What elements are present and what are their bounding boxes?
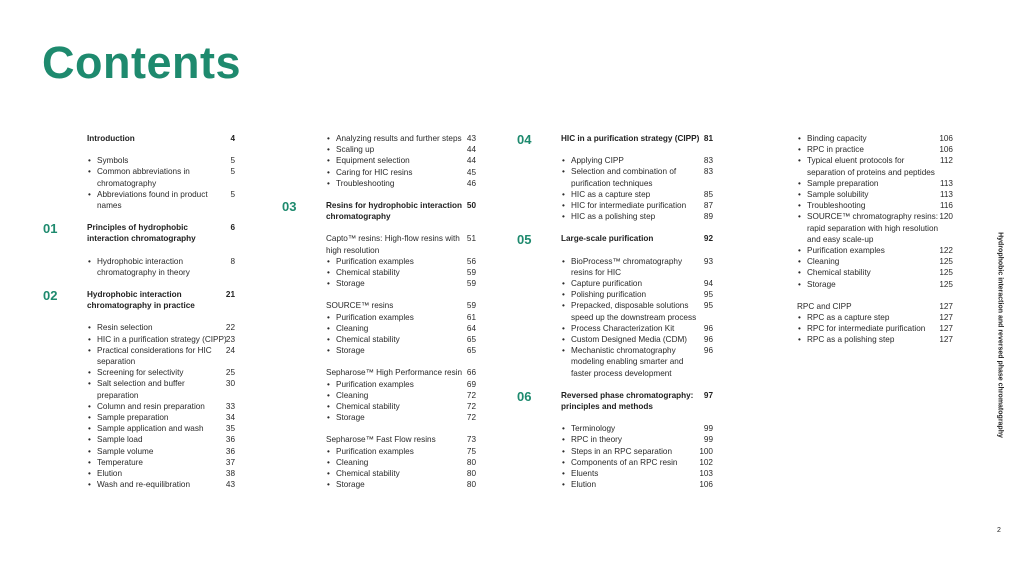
entry-title: Principles of hydrophobic interaction chromatography <box>87 223 196 244</box>
toc-entry[interactable] <box>561 256 713 278</box>
entry-title: • BioProcess™ chromatography resins for HIC <box>561 256 703 278</box>
toc-entry[interactable] <box>87 334 235 345</box>
page-ref: 23 <box>225 334 235 344</box>
toc-entry[interactable] <box>326 390 476 401</box>
entry-title: • Storage <box>326 345 468 356</box>
page-ref: 37 <box>225 457 235 467</box>
toc-section-heading[interactable] <box>517 388 713 412</box>
page-ref: 95 <box>703 290 713 300</box>
page-ref: 106 <box>939 145 953 155</box>
entry-title: • Sample preparation <box>87 412 227 423</box>
page-ref: 127 <box>939 301 953 311</box>
section-number: 05 <box>517 232 532 248</box>
toc-section-heading[interactable] <box>517 132 713 147</box>
toc-entry[interactable] <box>326 412 476 423</box>
entry-title: • Abbreviations found in product names <box>87 189 227 211</box>
entry-title: • Chemical stability <box>326 401 468 412</box>
toc-entry[interactable] <box>326 457 476 468</box>
page-ref: 93 <box>703 256 713 266</box>
toc-section-heading[interactable] <box>43 221 235 244</box>
toc-entry[interactable] <box>87 423 235 434</box>
spacer <box>326 356 468 367</box>
toc-entry[interactable] <box>561 211 713 222</box>
toc-column-1 <box>43 133 235 490</box>
toc-entry[interactable] <box>561 479 713 490</box>
entry-title: • Elution <box>87 468 227 479</box>
toc-entry[interactable] <box>561 423 713 434</box>
entry-title: • RPC in theory <box>561 434 703 445</box>
page-ref: 80 <box>466 469 476 479</box>
toc-entry[interactable] <box>561 200 713 211</box>
page-ref: 65 <box>466 346 476 356</box>
entry-title: • Binding capacity <box>797 133 943 144</box>
toc-entry[interactable] <box>326 468 476 479</box>
toc-entry[interactable] <box>326 155 476 166</box>
page-ref: 6 <box>230 223 235 233</box>
toc-entry[interactable] <box>87 412 235 423</box>
entry-title: • Screening for selectivity <box>87 367 227 378</box>
page-ref: 72 <box>466 402 476 412</box>
toc-entry[interactable] <box>87 457 235 468</box>
section-number: 03 <box>282 199 297 215</box>
entry-title: RPC and CIPP <box>797 301 852 311</box>
entry-title: • Purification examples <box>797 245 943 256</box>
entry-title: • RPC as a polishing step <box>797 334 943 345</box>
toc-entry[interactable] <box>561 189 713 200</box>
toc-entry[interactable] <box>797 189 953 200</box>
toc-entry[interactable] <box>561 289 713 300</box>
entry-title: • Purification examples <box>326 256 468 267</box>
entry-title: • RPC for intermediate purification <box>797 323 943 334</box>
entry-title: Resins for hydrophobic interaction chromatography <box>326 201 463 222</box>
page-ref: 5 <box>230 156 235 166</box>
spacer <box>561 412 703 423</box>
entry-title: • Hydrophobic interaction chromatography in theory <box>87 256 227 278</box>
toc-column-2 <box>282 133 476 490</box>
page-ref: 59 <box>466 279 476 289</box>
entry-title: • Storage <box>326 479 468 490</box>
toc-entry[interactable] <box>561 334 713 345</box>
toc-entry[interactable] <box>326 144 476 155</box>
page-ref: 34 <box>225 413 235 423</box>
entry-title: • Polishing purification <box>561 289 703 300</box>
toc-entry[interactable] <box>326 323 476 334</box>
entry-title: • Custom Designed Media (CDM) <box>561 334 703 345</box>
entry-title: • Storage <box>797 279 943 290</box>
page-ref: 33 <box>225 401 235 411</box>
section-number: 04 <box>517 132 532 147</box>
entry-title: • Applying CIPP <box>561 155 703 166</box>
page-ref: 112 <box>939 156 953 166</box>
spacer <box>87 311 227 322</box>
entry-title: • Analyzing results and further steps <box>326 133 468 144</box>
page-ref: 44 <box>466 145 476 155</box>
page-ref: 61 <box>466 312 476 322</box>
page-ref: 59 <box>466 268 476 278</box>
page-ref: 72 <box>466 413 476 423</box>
entry-title: • Cleaning <box>326 323 468 334</box>
toc-entry[interactable] <box>326 233 476 255</box>
toc-entry[interactable] <box>797 200 953 211</box>
entry-title: • Cleaning <box>797 256 943 267</box>
toc-column-3 <box>517 132 713 490</box>
entry-title: • Sample solubility <box>797 189 943 200</box>
toc-entry[interactable] <box>87 446 235 457</box>
entry-title: • Eluents <box>561 468 703 479</box>
page-ref: 96 <box>703 335 713 345</box>
entry-title: • Troubleshooting <box>797 200 943 211</box>
entry-title: • Steps in an RPC separation <box>561 446 703 457</box>
page-ref: 5 <box>230 189 235 199</box>
page-ref: 95 <box>703 301 713 311</box>
toc-entry[interactable] <box>797 301 953 312</box>
toc-column-4 <box>797 133 953 346</box>
page-number: 2 <box>997 527 1001 534</box>
page-ref: 8 <box>230 256 235 266</box>
entry-title: • Storage <box>326 412 468 423</box>
page-ref: 36 <box>225 446 235 456</box>
toc-entry[interactable] <box>326 167 476 178</box>
toc-entry[interactable] <box>797 178 953 189</box>
page-ref: 96 <box>703 323 713 333</box>
toc-entry[interactable] <box>326 300 476 311</box>
spacer <box>326 289 468 300</box>
page-ref: 83 <box>703 156 713 166</box>
spacer <box>326 189 468 200</box>
toc-entry[interactable] <box>561 166 713 188</box>
entry-title: • Mechanistic chromatography modeling enabling smarter and faster process development <box>561 345 703 379</box>
toc-entry[interactable] <box>87 322 235 333</box>
toc-entry[interactable] <box>797 279 953 290</box>
entry-title: • RPC in practice <box>797 144 943 155</box>
toc-entry[interactable] <box>797 267 953 278</box>
entry-title: • HIC as a polishing step <box>561 211 703 222</box>
entry-title: • Chemical stability <box>797 267 943 278</box>
page-ref: 103 <box>699 469 713 479</box>
toc-entry[interactable] <box>561 155 713 166</box>
page-ref: 5 <box>230 167 235 177</box>
page-ref: 113 <box>939 178 953 188</box>
page-ref: 21 <box>225 290 235 300</box>
page-ref: 56 <box>466 256 476 266</box>
toc-entry[interactable] <box>797 211 953 245</box>
entry-title: • Caring for HIC resins <box>326 167 468 178</box>
toc-entry[interactable] <box>326 479 476 490</box>
page-ref: 25 <box>225 368 235 378</box>
toc-entry[interactable] <box>561 300 713 322</box>
entry-title: • Troubleshooting <box>326 178 468 189</box>
toc-entry[interactable] <box>326 434 476 445</box>
entry-title: • Sample application and wash <box>87 423 227 434</box>
toc-entry[interactable] <box>326 401 476 412</box>
toc-entry[interactable] <box>797 133 953 144</box>
page-ref: 99 <box>703 424 713 434</box>
page-ref: 45 <box>466 167 476 177</box>
toc-entry[interactable] <box>797 245 953 256</box>
toc-entry[interactable] <box>797 334 953 345</box>
spacer <box>561 245 703 256</box>
page-ref: 64 <box>466 323 476 333</box>
spacer <box>87 211 227 222</box>
page-ref: 127 <box>939 335 953 345</box>
spacer <box>87 245 227 256</box>
spacer <box>87 278 227 289</box>
entry-title: • Prepacked, disposable solutions speed up the downstream process <box>561 300 703 322</box>
toc-section-heading[interactable] <box>282 199 476 222</box>
entry-title: • Practical considerations for HIC separation <box>87 345 227 367</box>
page-ref: 51 <box>466 234 476 244</box>
entry-title: • Wash and re-equilibration <box>87 479 227 490</box>
entry-title: • Purification examples <box>326 379 468 390</box>
toc-entry[interactable] <box>797 155 953 177</box>
page-ref: 102 <box>699 457 713 467</box>
toc-entry[interactable] <box>87 401 235 412</box>
page-ref: 120 <box>939 212 953 222</box>
entry-title: • Common abbreviations in chromatography <box>87 166 227 188</box>
entry-title: • Scaling up <box>326 144 468 155</box>
page-ref: 4 <box>230 134 235 143</box>
page-ref: 50 <box>466 201 476 211</box>
page-ref: 116 <box>939 201 953 211</box>
entry-title: • Chemical stability <box>326 468 468 479</box>
toc-entry[interactable] <box>87 468 235 479</box>
toc-entry[interactable] <box>797 144 953 155</box>
page-ref: 30 <box>225 379 235 389</box>
toc-entry[interactable] <box>326 278 476 289</box>
toc-entry[interactable] <box>797 256 953 267</box>
toc-entry[interactable] <box>87 345 235 367</box>
entry-title: • Chemical stability <box>326 267 468 278</box>
entry-title: • HIC as a capture step <box>561 189 703 200</box>
page-ref: 22 <box>225 323 235 333</box>
page-ref: 92 <box>703 234 713 244</box>
page-ref: 97 <box>703 390 713 400</box>
page-ref: 125 <box>939 279 953 289</box>
page-ref: 127 <box>939 324 953 334</box>
toc-entry[interactable] <box>326 312 476 323</box>
entry-title: • Typical eluent protocols for separation of proteins and peptides <box>797 155 943 177</box>
spacer <box>326 423 468 434</box>
toc-entry[interactable] <box>87 479 235 490</box>
entry-title: Large-scale purification <box>561 234 654 244</box>
page-ref: 43 <box>466 134 476 143</box>
toc-entry[interactable] <box>87 155 235 166</box>
page-ref: 80 <box>466 457 476 467</box>
entry-title: HIC in a purification strategy (CIPP) <box>561 134 700 143</box>
entry-title: Sepharose™ High Performance resin <box>326 368 463 378</box>
entry-title: Reversed phase chromatography: principles and methods <box>561 390 694 412</box>
page-title: Contents <box>42 37 241 88</box>
toc-entry[interactable] <box>797 312 953 323</box>
toc-section-heading[interactable] <box>87 133 235 144</box>
page-ref: 46 <box>466 178 476 188</box>
entry-title: Sepharose™ Fast Flow resins <box>326 435 436 445</box>
page-ref: 113 <box>939 190 953 200</box>
entry-title: Capto™ resins: High-flow resins with high resolution <box>326 234 460 255</box>
section-number: 02 <box>43 288 58 304</box>
toc-entry[interactable] <box>561 434 713 445</box>
toc-section-heading[interactable] <box>517 232 713 248</box>
page-ref: 69 <box>466 379 476 389</box>
page-ref: 38 <box>225 469 235 479</box>
page-ref: 125 <box>939 268 953 278</box>
entry-title: • Symbols <box>87 155 227 166</box>
entry-title: • SOURCE™ chromatography resins: rapid separation with high resolution and easy scale-up <box>797 211 943 245</box>
entry-title: • Column and resin preparation <box>87 401 227 412</box>
page-ref: 106 <box>939 134 953 143</box>
entry-title: SOURCE™ resins <box>326 301 394 311</box>
entry-title: • Elution <box>561 479 703 490</box>
entry-title: • Sample load <box>87 434 227 445</box>
entry-title: • Purification examples <box>326 312 468 323</box>
toc-entry[interactable] <box>326 379 476 390</box>
page-ref: 24 <box>225 345 235 355</box>
entry-title: • Terminology <box>561 423 703 434</box>
spacer <box>561 379 703 390</box>
page-ref: 35 <box>225 424 235 434</box>
spacer <box>797 290 943 301</box>
entry-title: • Components of an RPC resin <box>561 457 703 468</box>
entry-title: • RPC as a capture step <box>797 312 943 323</box>
entry-title: • Purification examples <box>326 446 468 457</box>
toc-entry[interactable] <box>561 278 713 289</box>
toc-entry[interactable] <box>87 256 235 278</box>
entry-title: • Capture purification <box>561 278 703 289</box>
toc-entry[interactable] <box>561 468 713 479</box>
toc-entry[interactable] <box>326 367 476 378</box>
entry-title: • Temperature <box>87 457 227 468</box>
toc-section-heading[interactable] <box>43 288 235 311</box>
spacer <box>326 222 468 233</box>
entry-title: • Storage <box>326 278 468 289</box>
page-ref: 122 <box>939 246 953 256</box>
entry-title: Introduction <box>87 134 135 143</box>
page-ref: 125 <box>939 257 953 267</box>
entry-title: • Cleaning <box>326 457 468 468</box>
toc-entry[interactable] <box>561 323 713 334</box>
toc-entry[interactable] <box>561 345 713 379</box>
section-number: 06 <box>517 388 532 404</box>
toc-entry[interactable] <box>326 256 476 267</box>
page-ref: 80 <box>466 480 476 490</box>
page-ref: 73 <box>466 435 476 445</box>
page-ref: 106 <box>699 480 713 490</box>
page-ref: 59 <box>466 301 476 311</box>
entry-title: • Sample preparation <box>797 178 943 189</box>
toc-entry[interactable] <box>326 446 476 457</box>
entry-title: • Sample volume <box>87 446 227 457</box>
page-ref: 75 <box>466 446 476 456</box>
toc-entry[interactable] <box>87 166 235 188</box>
toc-entry[interactable] <box>87 367 235 378</box>
page-ref: 87 <box>703 201 713 211</box>
toc-entry[interactable] <box>797 323 953 334</box>
entry-title: • Selection and combination of purification techniques <box>561 166 703 188</box>
entry-title: • Resin selection <box>87 322 227 333</box>
entry-title: Hydrophobic interaction chromatography in practice <box>87 290 195 311</box>
page-ref: 36 <box>225 435 235 445</box>
side-label-text: Hydrophobic interaction and reversed phase chromatography <box>996 232 1004 438</box>
page-ref: 94 <box>703 279 713 289</box>
toc-entry[interactable] <box>87 434 235 445</box>
toc-entry[interactable] <box>326 345 476 356</box>
page-ref: 96 <box>703 346 713 356</box>
page-ref: 85 <box>703 189 713 199</box>
entry-title: • Equipment selection <box>326 155 468 166</box>
section-number: 01 <box>43 221 58 237</box>
toc-entry[interactable] <box>326 267 476 278</box>
spacer <box>561 222 703 233</box>
toc-entry[interactable] <box>87 378 235 400</box>
page-ref: 99 <box>703 435 713 445</box>
toc-entry[interactable] <box>87 189 235 211</box>
entry-title: • HIC for intermediate purification <box>561 200 703 211</box>
toc-entry[interactable] <box>326 133 476 144</box>
toc-entry[interactable] <box>326 178 476 189</box>
spacer <box>561 144 703 155</box>
toc-entry[interactable] <box>561 457 713 468</box>
page-ref: 81 <box>703 134 713 143</box>
page-ref: 72 <box>466 390 476 400</box>
entry-title: • Cleaning <box>326 390 468 401</box>
toc-entry[interactable] <box>561 446 713 457</box>
spacer <box>87 144 227 155</box>
page-ref: 43 <box>225 480 235 490</box>
page-ref: 66 <box>466 368 476 378</box>
page-ref: 83 <box>703 167 713 177</box>
page-ref: 65 <box>466 335 476 345</box>
page-ref: 100 <box>699 446 713 456</box>
toc-entry[interactable] <box>326 334 476 345</box>
entry-title: • Salt selection and buffer preparation <box>87 378 227 400</box>
entry-title: • Process Characterization Kit <box>561 323 703 334</box>
page-ref: 127 <box>939 313 953 323</box>
entry-title: • HIC in a purification strategy (CIPP) <box>87 334 227 345</box>
entry-title: • Chemical stability <box>326 334 468 345</box>
side-label <box>993 180 1007 490</box>
page-ref: 44 <box>466 156 476 166</box>
page-ref: 89 <box>703 212 713 222</box>
